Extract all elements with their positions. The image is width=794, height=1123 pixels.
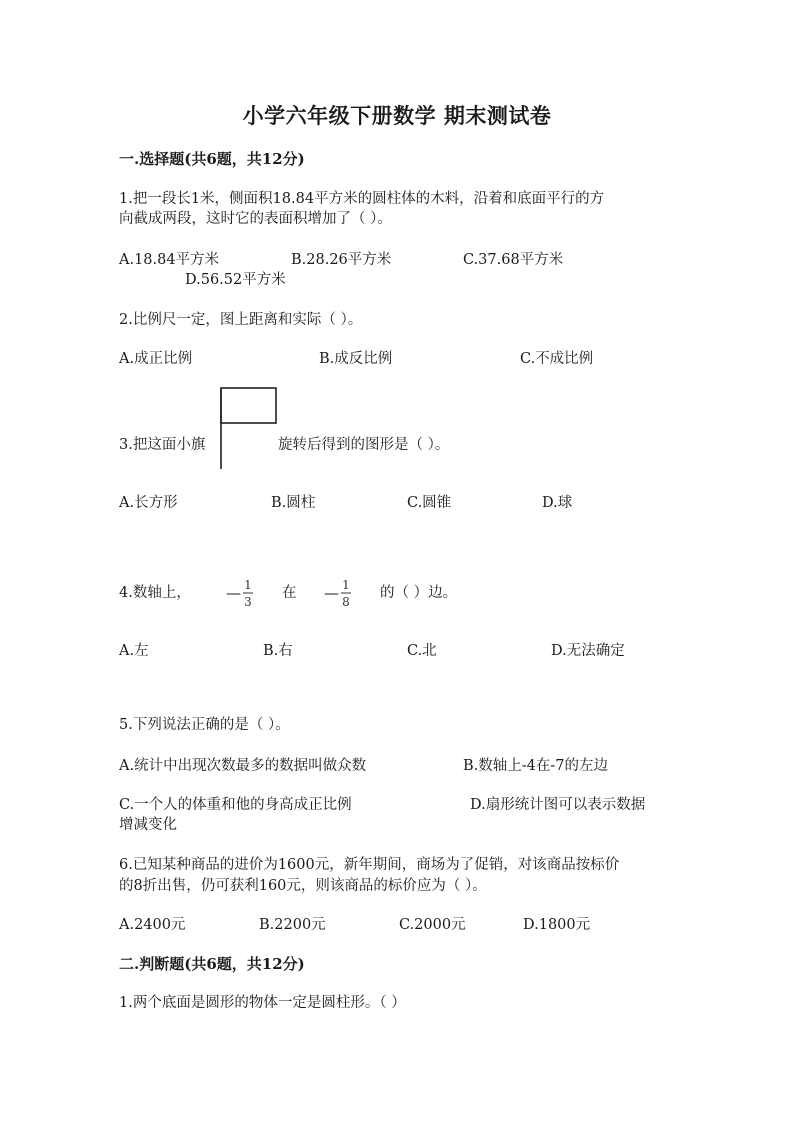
q6-option-b[interactable]: B.2200元 <box>259 917 326 933</box>
question-2: 2.比例尺一定，图上距离和实际（ ）。 <box>119 312 363 328</box>
q5-option-d[interactable]: D.扇形统计图可以表示数据 <box>470 797 646 813</box>
section-heading-choice: 一.选择题(共6题，共12分) <box>119 150 305 168</box>
fraction-neg-one-third <box>226 574 256 610</box>
question-4-start: 4.数轴上， <box>119 585 191 601</box>
section-heading-judgement: 二.判断题(共6题，共12分) <box>119 955 305 973</box>
flag-figure <box>219 387 279 471</box>
fraction-1-numerator: 1 <box>244 578 252 592</box>
q2-option-b[interactable]: B.成反比例 <box>319 351 393 367</box>
q5-option-b[interactable]: B.数轴上-4在-7的左边 <box>463 758 609 774</box>
question-3-end: 旋转后得到的图形是（ ）。 <box>278 437 450 453</box>
q1-option-c[interactable]: C.37.68平方米 <box>463 252 564 268</box>
fraction-2-numerator: 1 <box>342 578 350 592</box>
question-5: 5.下列说法正确的是（ ）。 <box>119 717 290 733</box>
q4-option-c[interactable]: C.北 <box>407 643 437 659</box>
q4-option-d[interactable]: D.无法确定 <box>551 643 625 659</box>
q4-option-b[interactable]: B.右 <box>263 643 293 659</box>
q1-option-b[interactable]: B.28.26平方米 <box>291 252 392 268</box>
q6-option-d[interactable]: D.1800元 <box>523 917 591 933</box>
question-4-end: 的（ ）边。 <box>380 585 458 601</box>
fraction-neg-one-eighth <box>324 574 354 610</box>
q1-option-a[interactable]: A.18.84平方米 <box>119 252 220 268</box>
q2-option-c[interactable]: C.不成比例 <box>520 351 594 367</box>
q3-option-d[interactable]: D.球 <box>542 495 573 511</box>
q5-option-a[interactable]: A.统计中出现次数最多的数据叫做众数 <box>119 758 367 774</box>
q3-option-a[interactable]: A.长方形 <box>119 495 178 511</box>
q6-option-a[interactable]: A.2400元 <box>119 917 186 933</box>
question-6-line-1: 6.已知某种商品的进价为1600元，新年期间，商场为了促销，对该商品按标价 <box>119 857 620 873</box>
judgement-question-1: 1.两个底面是圆形的物体一定是圆柱形。（ ） <box>119 995 406 1011</box>
q3-option-b[interactable]: B.圆柱 <box>271 495 316 511</box>
fraction-2-denominator: 8 <box>342 595 350 609</box>
q3-option-c[interactable]: C.圆锥 <box>407 495 452 511</box>
q5-option-d-continued: 增减变化 <box>119 817 177 833</box>
q2-option-a[interactable]: A.成正比例 <box>119 351 193 367</box>
page-title: 小学六年级下册数学 期末测试卷 <box>242 103 552 128</box>
q6-option-c[interactable]: C.2000元 <box>399 917 466 933</box>
fraction-1-denominator: 3 <box>244 595 252 609</box>
q1-option-d[interactable]: D.56.52平方米 <box>185 272 286 288</box>
question-3-start: 3.把这面小旗 <box>119 437 206 453</box>
question-4-word-in: 在 <box>282 585 297 601</box>
question-1-line-1: 1.把一段长1米，侧面积18.84平方米的圆柱体的木料，沿着和底面平行的方 <box>119 191 605 207</box>
question-1-line-2: 向截成两段，这时它的表面积增加了（ ）。 <box>119 211 392 227</box>
fraction-2-sign: — <box>324 584 339 602</box>
question-6-line-2: 的8折出售，仍可获利160元，则该商品的标价应为（ ）。 <box>119 878 487 894</box>
q5-option-c[interactable]: C.一个人的体重和他的身高成正比例 <box>119 797 352 813</box>
q4-option-a[interactable]: A.左 <box>119 643 149 659</box>
fraction-1-sign: — <box>226 584 241 602</box>
